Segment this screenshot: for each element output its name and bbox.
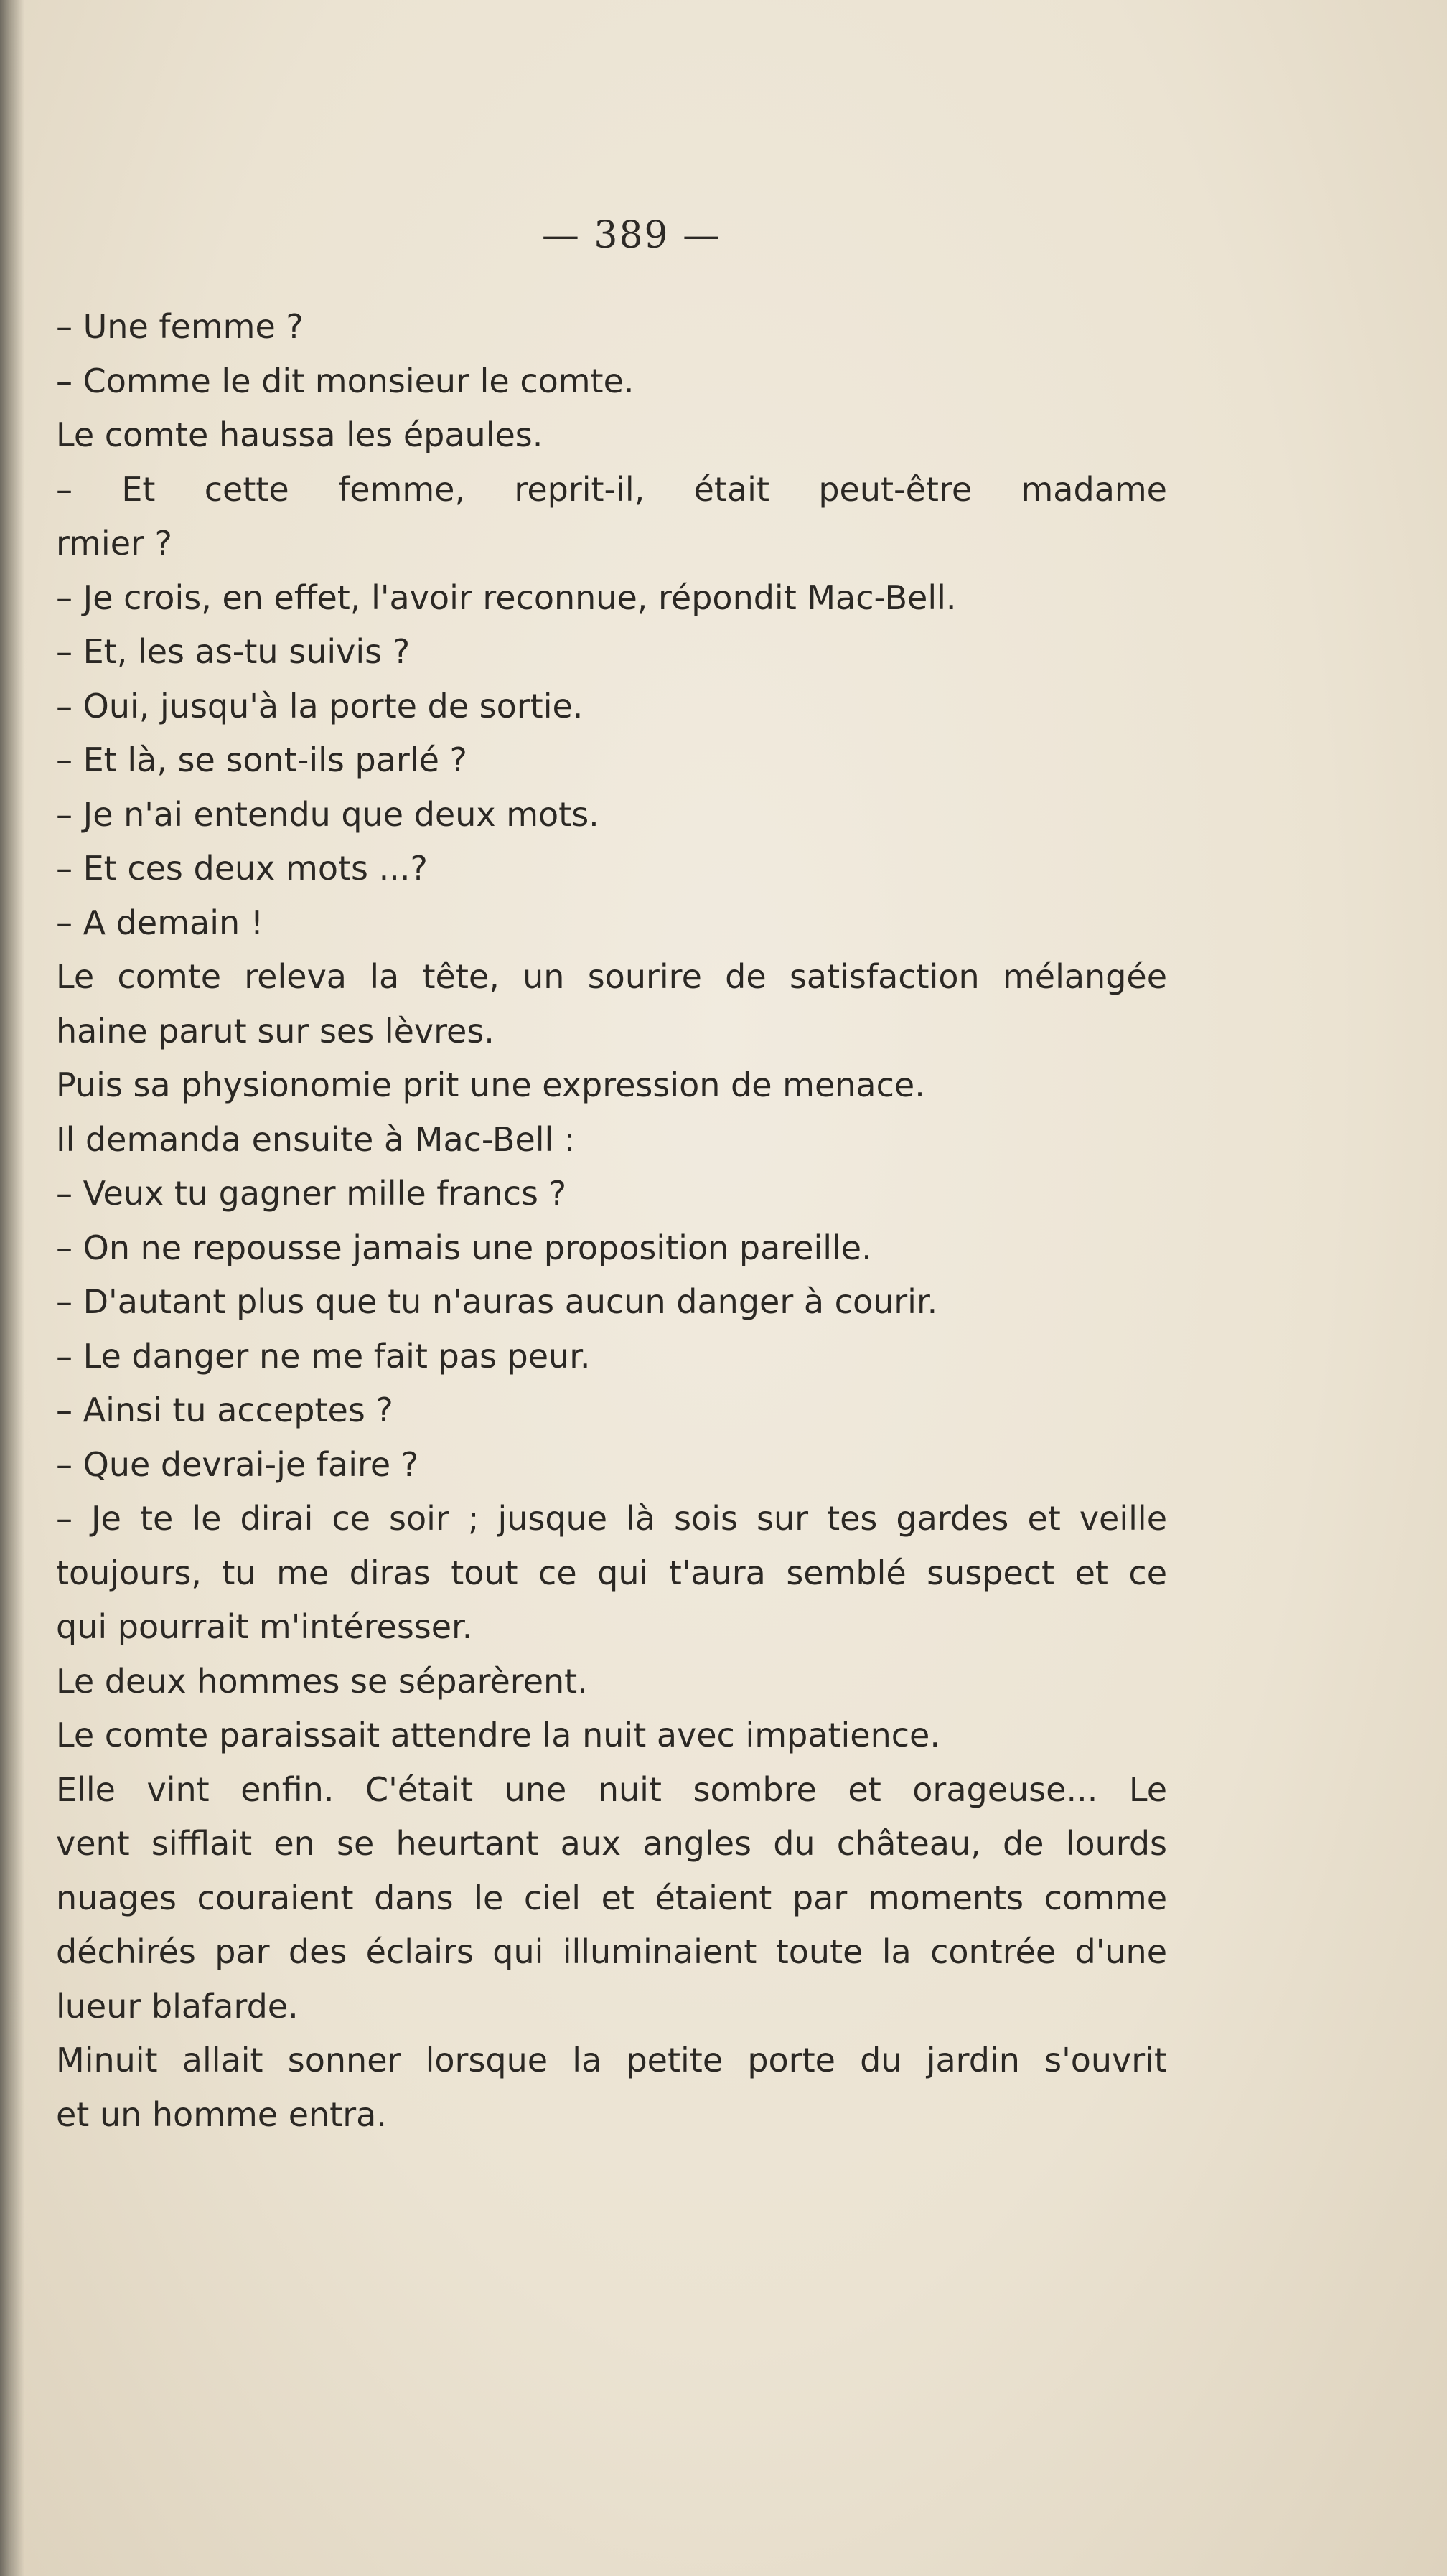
- text-line: – Et cette femme, reprit-il, était peut-être madame: [56, 469, 1167, 509]
- text-line: – Et là, se sont-ils parlé ?: [56, 741, 467, 779]
- text-line: – Et ces deux mots ...?: [56, 849, 428, 888]
- text-line: – Je te le dirai ce soir ; jusque là sois sur tes gardes et veille: [56, 1499, 1167, 1538]
- text-line: – D'autant plus que tu n'auras aucun danger à courir.: [56, 1282, 938, 1321]
- text-line: Le comte paraissait attendre la nuit avec impatience.: [56, 1716, 940, 1754]
- text-line: Le comte releva la tête, un sourire de satisfaction mélangée: [56, 957, 1167, 996]
- text-line: – Et, les as-tu suivis ?: [56, 632, 411, 671]
- text-line: déchirés par des éclairs qui illuminaient toute la contrée d'une: [56, 1932, 1167, 1971]
- text-line: – Oui, jusqu'à la porte de sortie.: [56, 686, 584, 725]
- text-line: haine parut sur ses lèvres.: [56, 1011, 495, 1050]
- text-line: nuages couraient dans le ciel et étaient par moments comme: [56, 1878, 1167, 1917]
- text-line: lueur blafarde.: [56, 1986, 299, 2026]
- text-line: qui pourrait m'intéresser.: [56, 1607, 473, 1646]
- text-line: – Veux tu gagner mille francs ?: [56, 1174, 567, 1213]
- text-line: et un homme entra.: [56, 2095, 387, 2134]
- text-line: Le comte haussa les épaules.: [56, 415, 543, 454]
- text-line: Minuit allait sonner lorsque la petite porte du jardin s'ouvrit: [56, 2041, 1167, 2079]
- text-line: vent sifflait en se heurtant aux angles du château, de lourds: [56, 1824, 1167, 1863]
- text-line: – Je n'ai entendu que deux mots.: [56, 794, 599, 834]
- text-line: – Une femme ?: [56, 307, 304, 346]
- page-text: [56, 300, 1167, 2142]
- text-line: Elle vint enfin. C'était une nuit sombre et orageuse... Le: [56, 1769, 1167, 1809]
- text-line: – Comme le dit monsieur le comte.: [56, 361, 634, 400]
- text-line: Il demanda ensuite à Mac-Bell :: [56, 1119, 576, 1159]
- text-line: – Ainsi tu acceptes ?: [56, 1391, 393, 1429]
- text-line: – On ne repousse jamais une proposition pareille.: [56, 1228, 872, 1267]
- text-line: – Que devrai-je faire ?: [56, 1444, 419, 1484]
- binding-gutter: [0, 0, 24, 2576]
- text-line: Le deux hommes se séparèrent.: [56, 1661, 588, 1701]
- page-number: — 389 —: [541, 214, 722, 257]
- text-line: toujours, tu me diras tout ce qui t'aura semblé suspect et ce: [56, 1553, 1167, 1592]
- text-line: – Je crois, en effet, l'avoir reconnue, répondit Mac-Bell.: [56, 578, 957, 617]
- text-line: rmier ?: [56, 524, 172, 563]
- text-line: – A demain !: [56, 903, 264, 942]
- text-line: – Le danger ne me fait pas peur.: [56, 1336, 591, 1376]
- text-line: Puis sa physionomie prit une expression de menace.: [56, 1066, 925, 1104]
